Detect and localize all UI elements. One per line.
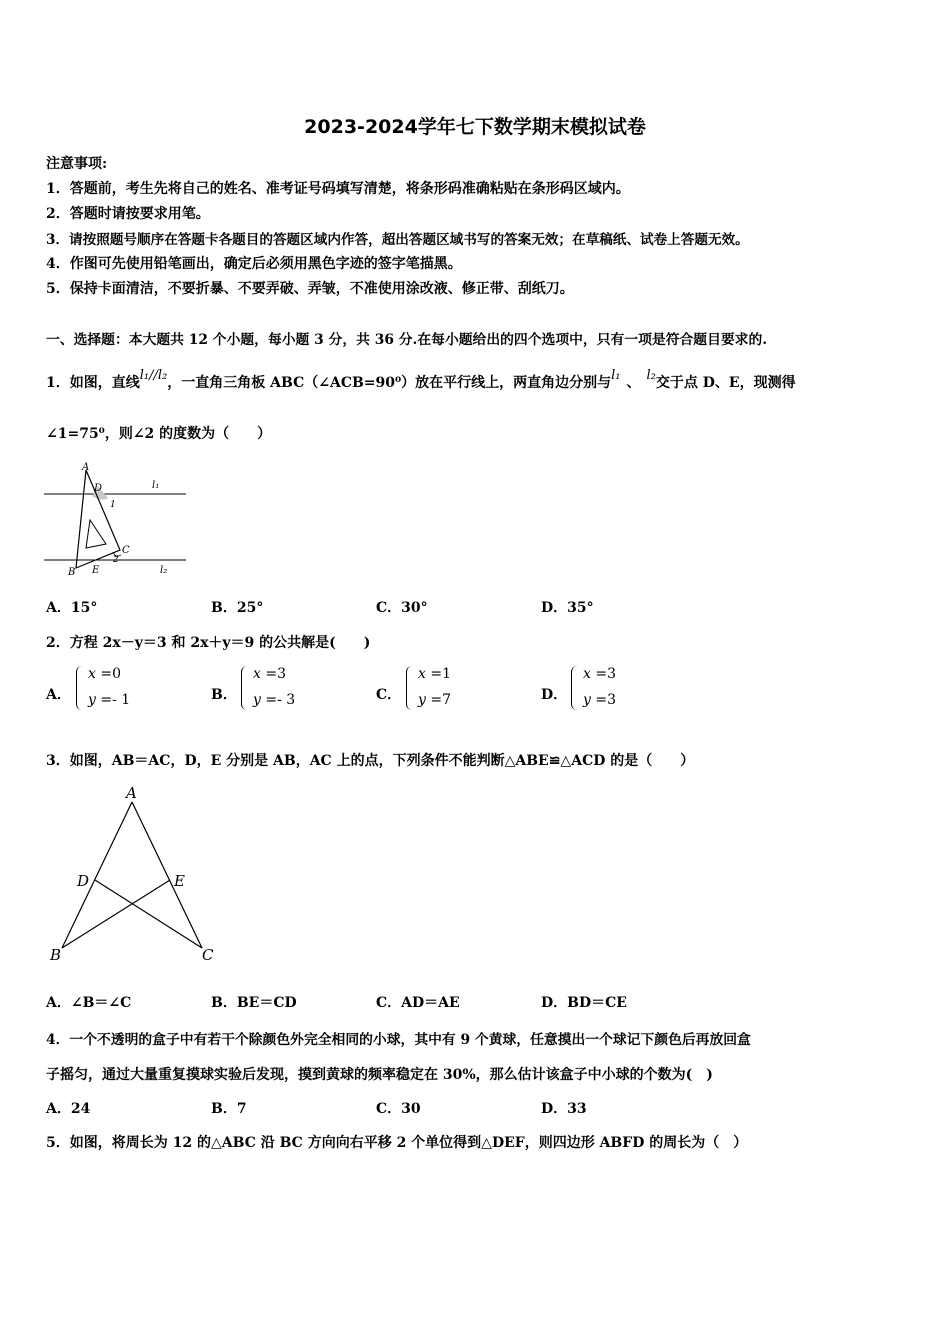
q1-option-d[interactable]: D．35° — [541, 600, 594, 616]
notice-item: 1．答题前，考生先将自己的姓名、准考证号码填写清楚，将条形码准确粘贴在条形码区域内。 — [46, 181, 630, 197]
q1-text-a: 1．如图，直线 — [46, 375, 140, 391]
q2-option-c[interactable] — [376, 664, 496, 714]
q4-stem-line1: 4．一个不透明的盒子中有若干个除颜色外完全相同的小球，其中有 9 个黄球，任意摸出一个球记下颜色后再放回盒 — [46, 1032, 751, 1048]
q4-option-a[interactable]: A．24 — [46, 1101, 91, 1117]
q3-option-b[interactable]: B．BE＝CD — [211, 995, 297, 1011]
eq-x: x =1 — [418, 666, 451, 682]
q1-option-b[interactable]: B．25° — [211, 600, 264, 616]
q5-stem: 5．如图，将周长为 12 的△ABC 沿 BC 方向向右平移 2 个单位得到△DEF，则四边形 ABFD 的周长为（ ） — [46, 1135, 748, 1151]
q1-stem-line2: ∠1=75⁰，则∠2 的度数为（ ） — [46, 426, 272, 442]
brace — [406, 666, 415, 710]
q1-text-b: ，一直角三角板 ABC（∠ACB=90⁰）放在平行线上，两直角边分别与 — [167, 375, 612, 391]
q1-sep: 、 — [626, 375, 641, 391]
q1-parallel-lines: l₁//l₂ — [139, 368, 168, 383]
label-2: 2 — [113, 555, 119, 565]
label-C: C — [202, 946, 214, 964]
label-D: D — [77, 872, 90, 890]
q4-option-b[interactable]: B．7 — [211, 1101, 247, 1117]
q4-option-c[interactable]: C．30 — [376, 1101, 421, 1117]
q3-figure — [40, 782, 230, 972]
triangle-inner — [86, 520, 106, 548]
q2-option-d[interactable] — [541, 664, 661, 714]
brace — [76, 666, 85, 710]
q1-l1: l₁ — [611, 368, 621, 383]
label-1: 1 — [110, 500, 116, 510]
eq-y: y =3 — [583, 692, 617, 708]
notice-item: 3．请按照题号顺序在答题卡各题目的答题区域内作答，超出答题区域书写的答案无效；在草稿纸、试卷上答题无效。 — [46, 232, 749, 248]
label-B: B — [68, 567, 76, 578]
q2-option-a[interactable] — [46, 664, 166, 714]
label-D: D — [94, 483, 103, 494]
notice-item: 4．作图可先使用铅笔画出，确定后必须用黑色字迹的签字笔描黑。 — [46, 256, 462, 272]
eq-x: x =0 — [88, 666, 121, 682]
notice-item: 2．答题时请按要求用笔。 — [46, 206, 210, 222]
q3-option-d[interactable]: D．BD＝CE — [541, 995, 627, 1011]
brace — [571, 666, 580, 710]
brace — [241, 666, 250, 710]
q1-stem — [46, 368, 796, 392]
eq-x: x =3 — [583, 666, 616, 682]
option-label: B． — [211, 687, 237, 703]
label-l2: l₂ — [160, 565, 168, 576]
q3-stem: 3．如图，AB＝AC，D，E 分别是 AB，AC 上的点，下列条件不能判断△ABE≌△ACD 的是（ ） — [46, 753, 695, 769]
q4-stem-line2: 子摇匀，通过大量重复摸球实验后发现，摸到黄球的频率稳定在 30%，那么估计该盒子中小球的个数为( ) — [46, 1067, 713, 1083]
label-A: A — [82, 462, 90, 473]
eq-y: y =- 3 — [253, 692, 296, 708]
label-A: A — [126, 784, 137, 802]
page-title: 2023-2024学年七下数学期末模拟试卷 — [304, 116, 646, 138]
q1-text-c: 交于点 D、E，现测得 — [655, 375, 796, 391]
label-E: E — [174, 872, 185, 890]
q1-option-a[interactable]: A．15° — [46, 600, 98, 616]
eq-y: y =7 — [418, 692, 452, 708]
option-label: A． — [46, 687, 71, 703]
label-E: E — [92, 565, 100, 576]
notice-item: 5．保持卡面清洁，不要折暴、不要弄破、弄皱，不准使用涂改液、修正带、刮纸刀。 — [46, 281, 574, 297]
q1-figure — [40, 458, 200, 580]
section-heading: 一、选择题：本大题共 12 个小题，每小题 3 分，共 36 分.在每小题给出的四个选项中，只有一项是符合题目要求的. — [46, 332, 768, 348]
q3-option-c[interactable]: C．AD＝AE — [376, 995, 460, 1011]
label-l1: l₁ — [152, 480, 160, 491]
notice-heading: 注意事项: — [46, 156, 108, 172]
eq-y: y =- 1 — [88, 692, 131, 708]
label-B: B — [50, 946, 62, 964]
option-label: C． — [376, 687, 402, 703]
q1-l2: l₂ — [646, 368, 656, 383]
label-C: C — [122, 545, 130, 556]
option-label: D． — [541, 687, 568, 703]
q4-option-d[interactable]: D．33 — [541, 1101, 587, 1117]
q1-option-c[interactable]: C．30° — [376, 600, 428, 616]
q2-stem: 2．方程 2x－y＝3 和 2x＋y＝9 的公共解是( ) — [46, 635, 371, 651]
eq-x: x =3 — [253, 666, 286, 682]
q2-option-b[interactable] — [211, 664, 331, 714]
q3-option-a[interactable]: A．∠B＝∠C — [46, 995, 132, 1011]
